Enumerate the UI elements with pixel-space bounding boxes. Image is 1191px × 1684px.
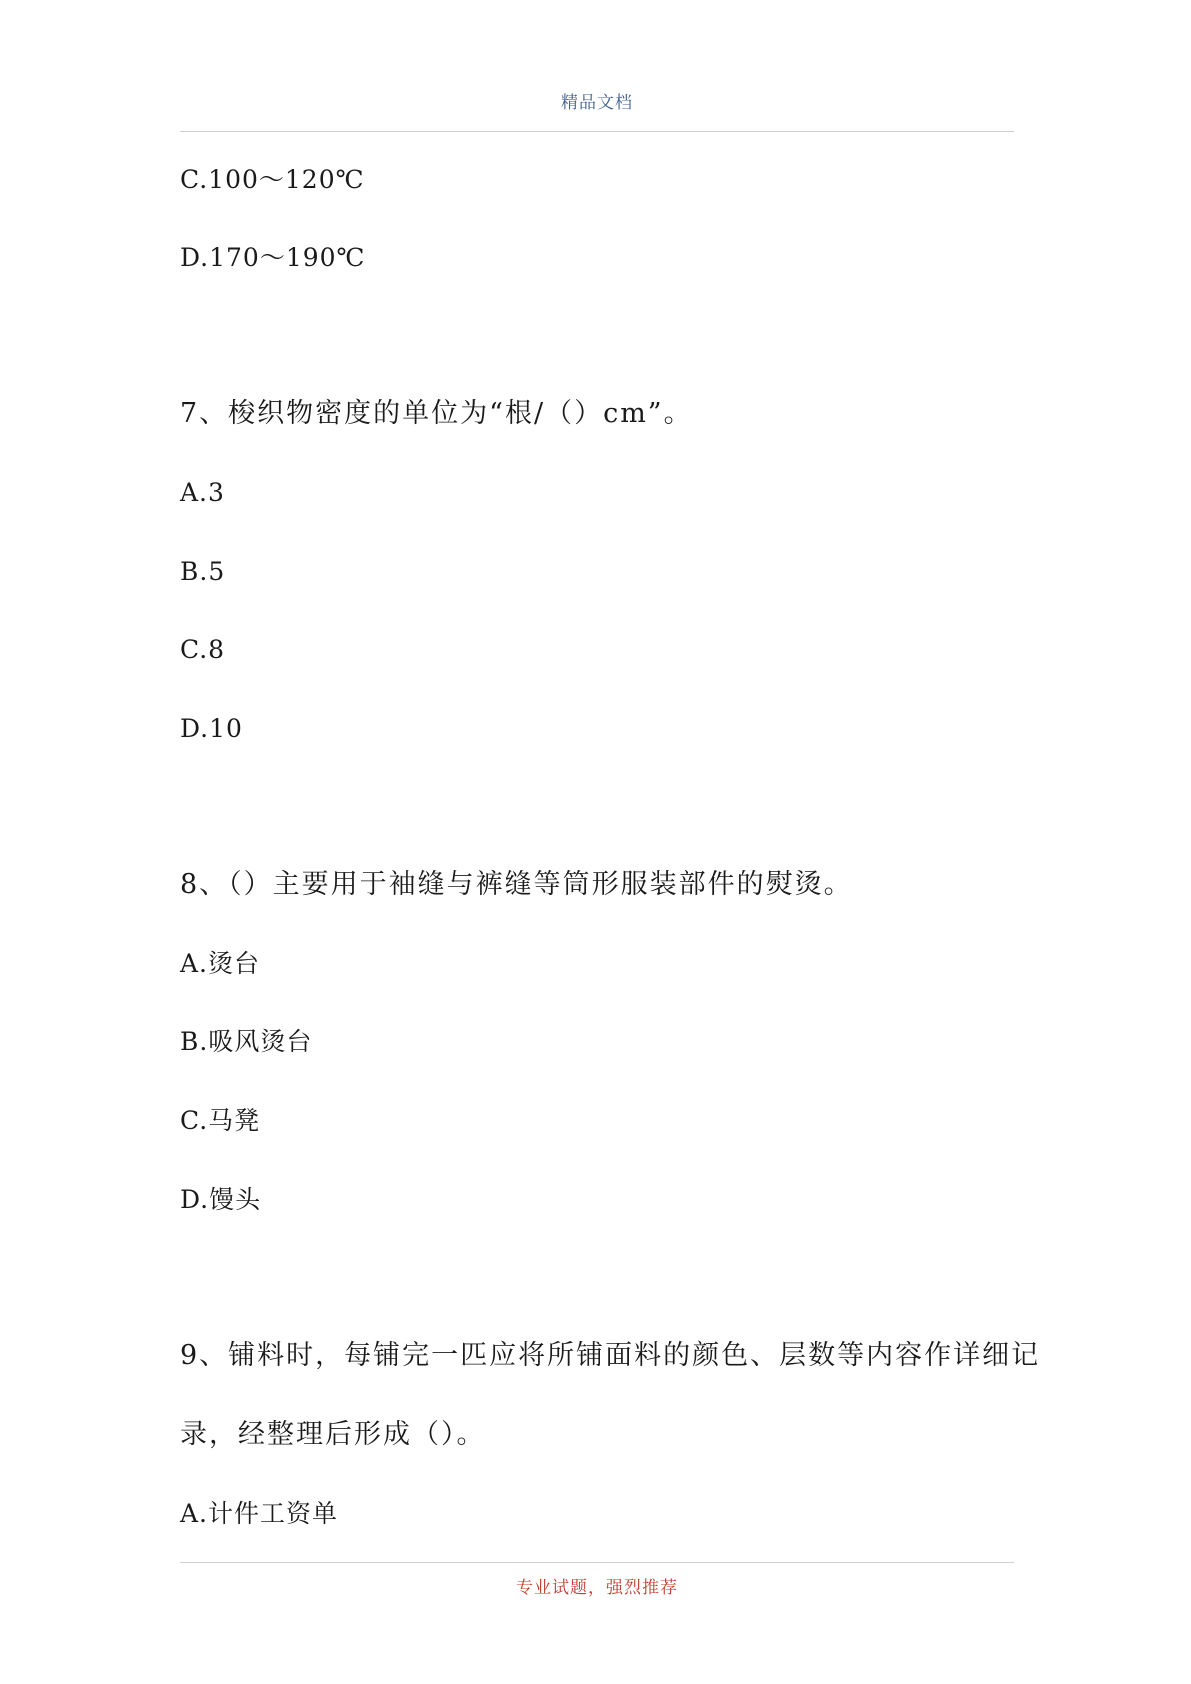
option-q8-b: B.吸风烫台 — [180, 1027, 313, 1056]
footer-divider — [180, 1562, 1014, 1563]
option-q7-d: D.10 — [180, 714, 243, 743]
page-footer: 专业试题，强烈推荐 — [516, 1578, 678, 1598]
option-q9-a: A.计件工资单 — [180, 1499, 339, 1528]
question-9-stem-line-1: 9、铺料时，每铺完一匹应将所铺面料的颜色、层数等内容作详细记 — [180, 1340, 1041, 1371]
option-q8-a: A.烫台 — [180, 949, 261, 978]
option-q7-b: B.5 — [180, 557, 226, 586]
question-9-stem-line-2: 录，经整理后形成（）。 — [180, 1419, 486, 1450]
option-q7-a: A.3 — [180, 478, 225, 507]
header-divider — [180, 131, 1014, 132]
option-q8-c: C.马凳 — [180, 1106, 261, 1135]
option-q8-d: D.馒头 — [180, 1185, 262, 1214]
question-7-stem: 7、梭织物密度的单位为“根/（）cm”。 — [180, 398, 693, 429]
question-8-stem: 8、（）主要用于袖缝与裤缝等筒形服装部件的熨烫。 — [180, 869, 853, 900]
option-q7-c: C.8 — [180, 635, 226, 664]
option-q6-c: C.100～120℃ — [180, 165, 365, 194]
page-header: 精品文档 — [561, 93, 633, 113]
option-q6-d: D.170～190℃ — [180, 243, 366, 272]
